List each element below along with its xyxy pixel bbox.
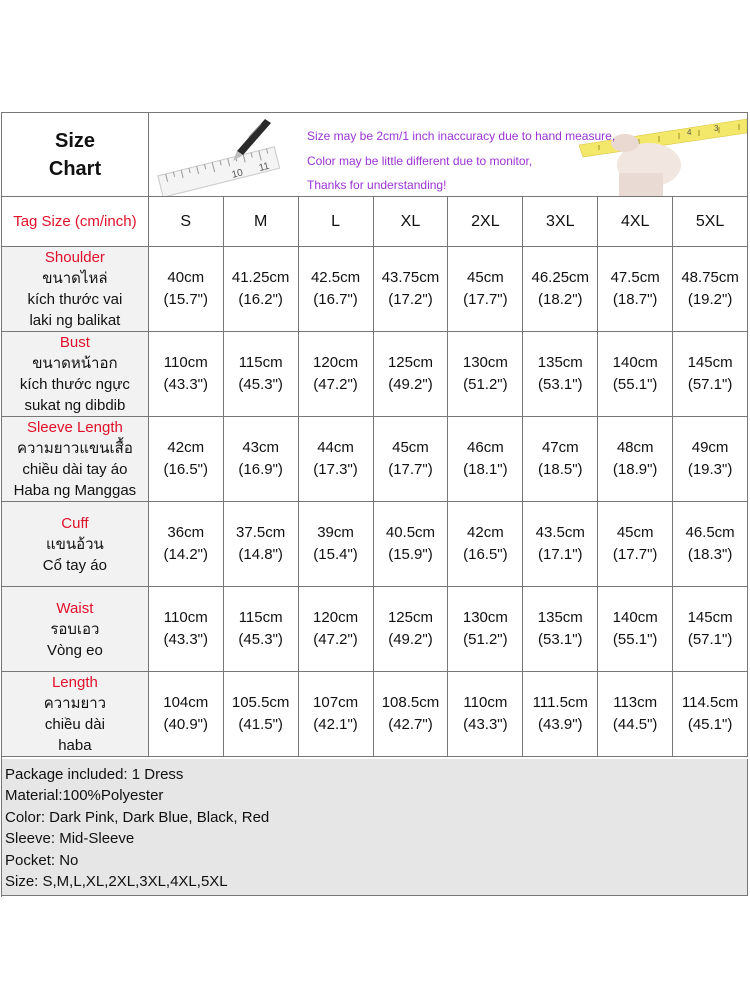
table-cell (673, 417, 748, 502)
table-cell (224, 332, 299, 417)
row-label-translation: chiều dài (44, 716, 105, 733)
value-inch: (47.2") (313, 376, 358, 393)
ruler-number-10: 10 (230, 167, 245, 181)
value-inch: (19.3") (687, 461, 733, 478)
value-inch: (55.1") (612, 631, 658, 648)
table-cell (448, 587, 523, 672)
table-cell (299, 587, 374, 672)
row-label-translation: Haba ng Manggas (13, 482, 137, 499)
value-cm: 105.5cm (231, 694, 290, 711)
value-inch: (53.1") (538, 376, 583, 393)
value-inch: (53.1") (538, 631, 583, 648)
value-inch: (15.7") (163, 291, 208, 308)
value-cm: 42.5cm (310, 269, 361, 286)
value-cm: 41.25cm (231, 269, 290, 286)
value-cm: 42cm (467, 524, 504, 541)
table-cell (374, 502, 449, 587)
table-cell (523, 502, 598, 587)
title-line-1: Size (54, 129, 96, 152)
value-cm: 130cm (462, 354, 508, 371)
row-label-translation: Cổ tay áo (42, 556, 107, 574)
value-cm: 114.5cm (681, 694, 739, 711)
value-inch: (55.1") (612, 376, 658, 393)
row-label-english: Bust (59, 334, 90, 351)
value-cm: 46cm (467, 439, 504, 456)
value-inch: (18.9") (612, 461, 658, 478)
row-label-translation: ขนาดหน้าอก (32, 355, 118, 372)
table-cell (224, 417, 299, 502)
table-cell (523, 332, 598, 417)
value-inch: (45.1") (687, 716, 733, 733)
value-cm: 145cm (687, 609, 733, 626)
table-cell (448, 502, 523, 587)
value-cm: 49cm (691, 439, 729, 456)
ruler-number-11: 11 (257, 160, 271, 174)
value-inch: (17.2") (388, 291, 433, 308)
row-label-english: Sleeve Length (26, 419, 123, 436)
value-inch: (14.2") (163, 546, 208, 563)
value-cm: 43cm (242, 439, 279, 456)
value-cm: 110cm (163, 609, 208, 626)
value-inch: (18.5") (538, 461, 583, 478)
value-inch: (18.7") (612, 291, 658, 308)
info-pocket: Pocket: No (5, 851, 79, 869)
value-cm: 45cm (616, 524, 654, 541)
table-cell (374, 587, 449, 672)
value-inch: (14.8") (238, 546, 283, 563)
value-cm: 42cm (167, 439, 205, 456)
size-col-5xl: 5XL (673, 197, 748, 247)
value-cm: 135cm (537, 354, 583, 371)
value-inch: (16.7") (313, 291, 358, 308)
row-label-english: Shoulder (44, 249, 105, 266)
value-inch: (17.3") (313, 461, 358, 478)
ruler-icon (158, 147, 280, 197)
value-cm: 46.25cm (531, 269, 590, 286)
table-cell (299, 417, 374, 502)
row-label-shoulder (2, 247, 149, 332)
row-label-bust (2, 332, 149, 417)
table-cell (149, 502, 224, 587)
row-label-english: Waist (56, 599, 94, 617)
value-inch: (45.3") (238, 376, 283, 393)
value-inch: (51.2") (463, 376, 508, 393)
size-col-xl: XL (374, 197, 449, 247)
value-inch: (16.5") (463, 546, 508, 563)
table-cell (598, 502, 673, 587)
value-inch: (17.1") (538, 546, 583, 563)
row-label-length (2, 672, 149, 757)
table-cell (224, 587, 299, 672)
value-inch: (17.7") (463, 291, 508, 308)
value-inch: (42.7") (388, 716, 433, 733)
value-inch: (18.2") (538, 291, 583, 308)
size-col-3xl: 3XL (523, 197, 598, 247)
product-info-block (2, 759, 748, 896)
info-package: Package included: 1 Dress (5, 766, 184, 783)
value-cm: 120cm (313, 354, 359, 371)
table-cell (673, 502, 748, 587)
value-inch: (43.3") (163, 631, 208, 648)
row-sleeve-length (2, 417, 748, 502)
value-cm: 110cm (463, 694, 508, 711)
value-inch: (41.5") (238, 716, 283, 733)
value-cm: 45cm (392, 439, 429, 456)
value-inch: (18.3") (687, 546, 733, 563)
value-inch: (51.2") (463, 631, 508, 648)
info-material: Material:100%Polyester (5, 787, 164, 805)
value-cm: 39cm (317, 524, 354, 541)
table-cell (224, 502, 299, 587)
value-cm: 40cm (167, 269, 205, 286)
table-cell (673, 332, 748, 417)
value-inch: (16.2") (238, 291, 283, 308)
table-cell (374, 247, 449, 332)
row-label-english: Length (51, 674, 98, 691)
table-cell (598, 672, 673, 757)
value-inch: (42.1") (313, 716, 358, 733)
info-color: Color: Dark Pink, Dark Blue, Black, Red (5, 808, 270, 826)
note-hand-measure: Size may be 2cm/1 inch inaccuracy due to hand measure, (307, 129, 616, 143)
value-cm: 110cm (163, 354, 208, 371)
value-inch: (15.4") (313, 546, 358, 563)
value-cm: 108.5cm (381, 694, 440, 711)
row-label-translation: chiều dài tay áo (22, 461, 128, 478)
size-col-s: S (149, 197, 224, 247)
value-inch: (15.9") (388, 546, 433, 563)
table-cell (149, 247, 224, 332)
row-label-cuff (2, 502, 149, 587)
value-cm: 43.5cm (535, 524, 585, 541)
value-cm: 45cm (467, 269, 504, 286)
value-cm: 104cm (163, 694, 209, 711)
row-length (2, 672, 748, 757)
row-label-translation: ความยาว (43, 695, 107, 712)
row-label-english: Cuff (61, 514, 89, 532)
row-label-translation: รอบเอว (50, 620, 100, 638)
note-thanks: Thanks for understanding! (307, 178, 447, 192)
row-label-waist (2, 587, 149, 672)
value-inch: (16.5") (163, 461, 208, 478)
value-cm: 43.75cm (381, 269, 440, 286)
value-cm: 140cm (612, 609, 658, 626)
row-label-translation: ความยาวแขนเสื้อ (16, 440, 133, 457)
value-cm: 37.5cm (236, 524, 286, 541)
table-cell (374, 417, 449, 502)
table-cell (673, 587, 748, 672)
size-header-row (2, 197, 748, 247)
value-inch: (43.9") (538, 716, 583, 733)
value-inch: (43.3") (163, 376, 208, 393)
value-inch: (17.7") (388, 461, 433, 478)
table-cell (523, 672, 598, 757)
size-col-4xl: 4XL (598, 197, 673, 247)
tape-number-3: 3 (714, 124, 719, 133)
value-inch: (19.2") (687, 291, 733, 308)
value-inch: (43.3") (463, 716, 508, 733)
size-chart-title (2, 113, 149, 197)
value-cm: 47cm (541, 439, 579, 456)
table-cell (299, 247, 374, 332)
value-inch: (57.1") (687, 376, 733, 393)
value-cm: 111.5cm (532, 694, 588, 711)
table-cell (448, 672, 523, 757)
row-label-translation: Vòng eo (46, 641, 103, 659)
row-label-sleeve-length (2, 417, 149, 502)
value-cm: 48cm (616, 439, 654, 456)
value-cm: 40.5cm (385, 524, 436, 541)
row-label-translation: laki ng balikat (29, 312, 121, 329)
value-cm: 113cm (613, 694, 658, 711)
info-sizes: Size: S,M,L,XL,2XL,3XL,4XL,5XL (5, 873, 228, 891)
title-line-2: Chart (48, 157, 102, 180)
note-color-difference: Color may be little different due to monitor, (307, 154, 533, 168)
table-cell (299, 332, 374, 417)
row-label-translation: แขนอ้วน (45, 535, 104, 553)
value-inch: (49.2") (388, 376, 433, 393)
table-cell (523, 247, 598, 332)
table-cell (224, 247, 299, 332)
size-chart-table (1, 112, 748, 897)
value-cm: 36cm (167, 524, 205, 541)
value-cm: 44cm (317, 439, 354, 456)
header-row (2, 113, 748, 197)
value-inch: (49.2") (388, 631, 433, 648)
row-waist (2, 587, 748, 672)
measurement-banner (149, 113, 748, 197)
size-col-2xl: 2XL (448, 197, 523, 247)
tag-size-label: Tag Size (cm/inch) (2, 197, 149, 247)
value-inch: (17.7") (612, 546, 658, 563)
size-col-l: L (299, 197, 374, 247)
table-cell (149, 332, 224, 417)
table-cell (448, 417, 523, 502)
value-cm: 47.5cm (610, 269, 660, 286)
info-sleeve: Sleeve: Mid-Sleeve (5, 830, 135, 848)
table-cell (598, 247, 673, 332)
value-cm: 130cm (462, 609, 508, 626)
row-label-translation: kích thước vai (27, 291, 123, 308)
value-inch: (40.9") (163, 716, 208, 733)
table-cell (523, 417, 598, 502)
value-cm: 135cm (537, 609, 583, 626)
size-col-m: M (224, 197, 299, 247)
row-bust (2, 332, 748, 417)
value-inch: (57.1") (687, 631, 733, 648)
row-label-translation: haba (58, 737, 92, 754)
table-cell (448, 247, 523, 332)
value-cm: 115cm (238, 609, 283, 626)
value-cm: 120cm (313, 609, 359, 626)
table-cell (673, 247, 748, 332)
table-cell (299, 502, 374, 587)
table-cell (598, 587, 673, 672)
table-cell (598, 332, 673, 417)
row-label-translation: sukat ng dibdib (24, 397, 126, 414)
value-inch: (16.9") (238, 461, 283, 478)
row-label-translation: kích thước ngực (19, 376, 130, 393)
value-cm: 115cm (238, 354, 283, 371)
row-cuff (2, 502, 748, 587)
value-cm: 125cm (387, 609, 433, 626)
value-inch: (47.2") (313, 631, 358, 648)
table-cell (224, 672, 299, 757)
table-cell (448, 332, 523, 417)
table-cell (149, 587, 224, 672)
value-cm: 145cm (687, 354, 733, 371)
row-shoulder (2, 247, 748, 332)
row-label-translation: ขนาดไหล่ (42, 270, 108, 287)
value-cm: 107cm (313, 694, 359, 711)
table-cell (374, 332, 449, 417)
table-cell (299, 672, 374, 757)
table-cell (523, 587, 598, 672)
tape-number-4: 4 (687, 128, 692, 137)
value-cm: 125cm (387, 354, 433, 371)
table-cell (149, 672, 224, 757)
table-cell (673, 672, 748, 757)
value-inch: (18.1") (463, 461, 508, 478)
value-cm: 46.5cm (685, 524, 735, 541)
value-cm: 140cm (612, 354, 658, 371)
value-inch: (45.3") (238, 631, 283, 648)
value-cm: 48.75cm (681, 269, 739, 286)
table-cell (149, 417, 224, 502)
value-inch: (44.5") (612, 716, 658, 733)
table-cell (374, 672, 449, 757)
table-cell (598, 417, 673, 502)
